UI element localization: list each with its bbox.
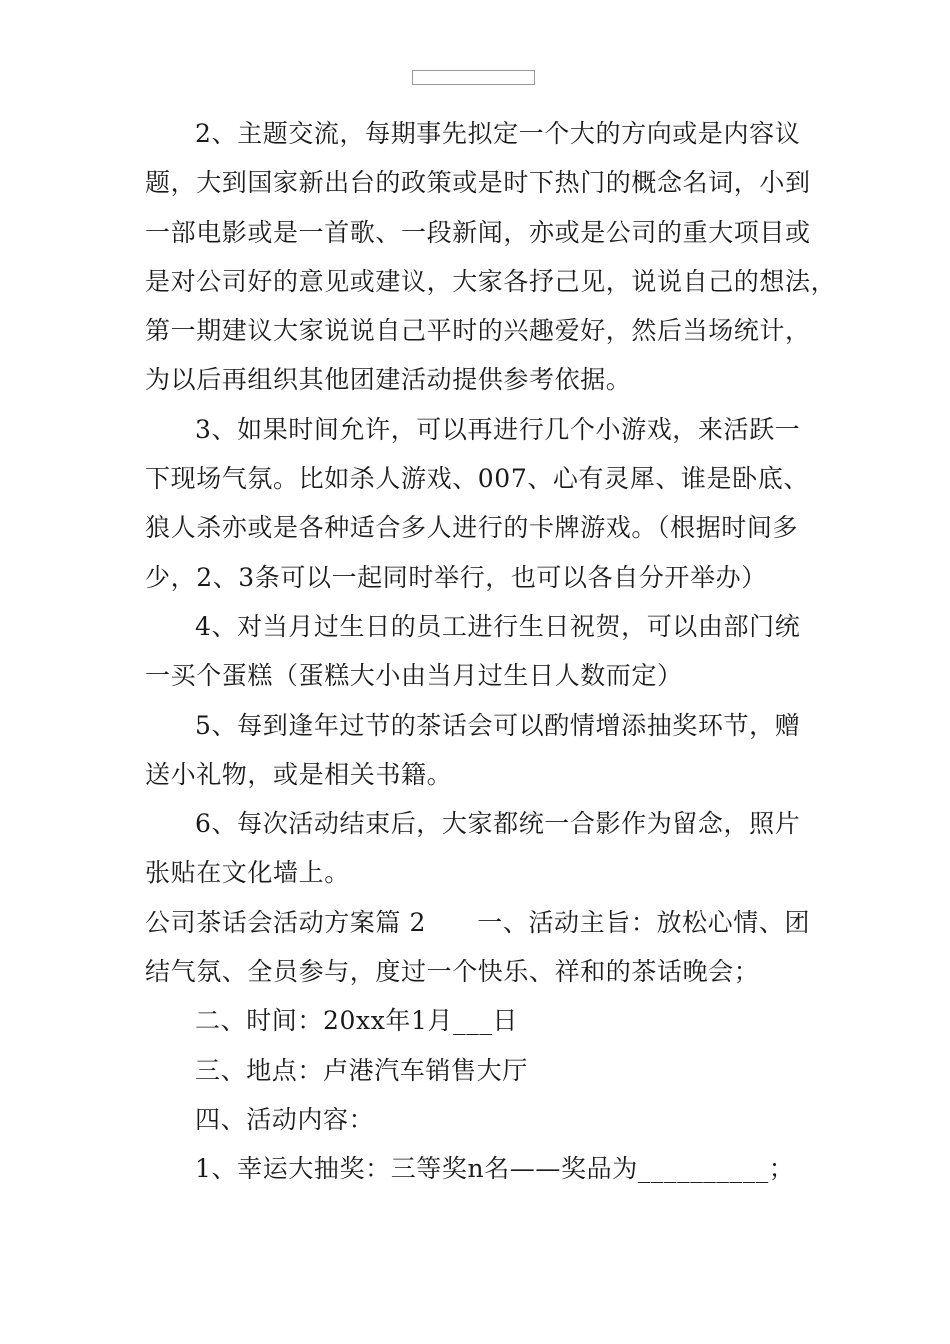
paragraph-line: 结气氛、全员参与，度过一个快乐、祥和的茶话晚会； bbox=[145, 957, 760, 987]
paragraph-line: 2、主题交流，每期事先拟定一个大的方向或是内容议 bbox=[195, 119, 801, 148]
document-body bbox=[145, 109, 837, 1194]
paragraph-line: 三、地点：卢港汽车销售大厅 bbox=[195, 1055, 528, 1085]
section-heading-line: 公司茶话会活动方案篇 2 一、活动主旨：放松心情、团 bbox=[145, 907, 811, 937]
paragraph-line: 3、如果时间允许，可以再进行几个小游戏，来活跃一 bbox=[195, 414, 801, 444]
paragraph-line: 四、活动内容： bbox=[195, 1104, 375, 1134]
header-placeholder-box bbox=[412, 70, 535, 85]
paragraph-line: 为以后再组织其他团建活动提供参考依据。 bbox=[145, 365, 632, 395]
paragraph-line: 5、每到逢年过节的茶话会可以酌情增添抽奖环节，赠 bbox=[195, 710, 801, 740]
paragraph-line: 一部电影或是一首歌、一段新闻，亦或是公司的重大项目或 bbox=[145, 217, 811, 247]
paragraph-line: 送小礼物，或是相关书籍。 bbox=[145, 759, 453, 789]
paragraph-line: 二、时间：20xx年1月___日 bbox=[195, 1006, 519, 1036]
paragraph-line: 题，大到国家新出台的政策或是时下热门的概念名词，小到 bbox=[145, 168, 811, 198]
paragraph-line: 一买个蛋糕（蛋糕大小由当月过生日人数而定） bbox=[145, 661, 683, 691]
paragraph-line: 少，2、3条可以一起同时举行，也可以各自分开举办） bbox=[145, 562, 767, 592]
paragraph-line: 下现场气氛。比如杀人游戏、007、心有灵犀、谁是卧底、 bbox=[145, 464, 809, 494]
paragraph-line: 张贴在文化墙上。 bbox=[145, 858, 350, 888]
paragraph-line: 狼人杀亦或是各种适合多人进行的卡牌游戏。（根据时间多 bbox=[145, 513, 799, 543]
paragraph-line: 1、幸运大抽奖：三等奖n名——奖品为__________； bbox=[195, 1154, 795, 1184]
paragraph-line: 4、对当月过生日的员工进行生日祝贺，可以由部门统 bbox=[195, 611, 801, 641]
paragraph-line: 6、每次活动结束后，大家都统一合影作为留念，照片 bbox=[195, 809, 801, 839]
paragraph-line: 是对公司好的意见或建议，大家各抒己见，说说自己的想法， bbox=[145, 266, 837, 296]
paragraph-line: 第一期建议大家说说自己平时的兴趣爱好，然后当场统计， bbox=[145, 316, 811, 346]
